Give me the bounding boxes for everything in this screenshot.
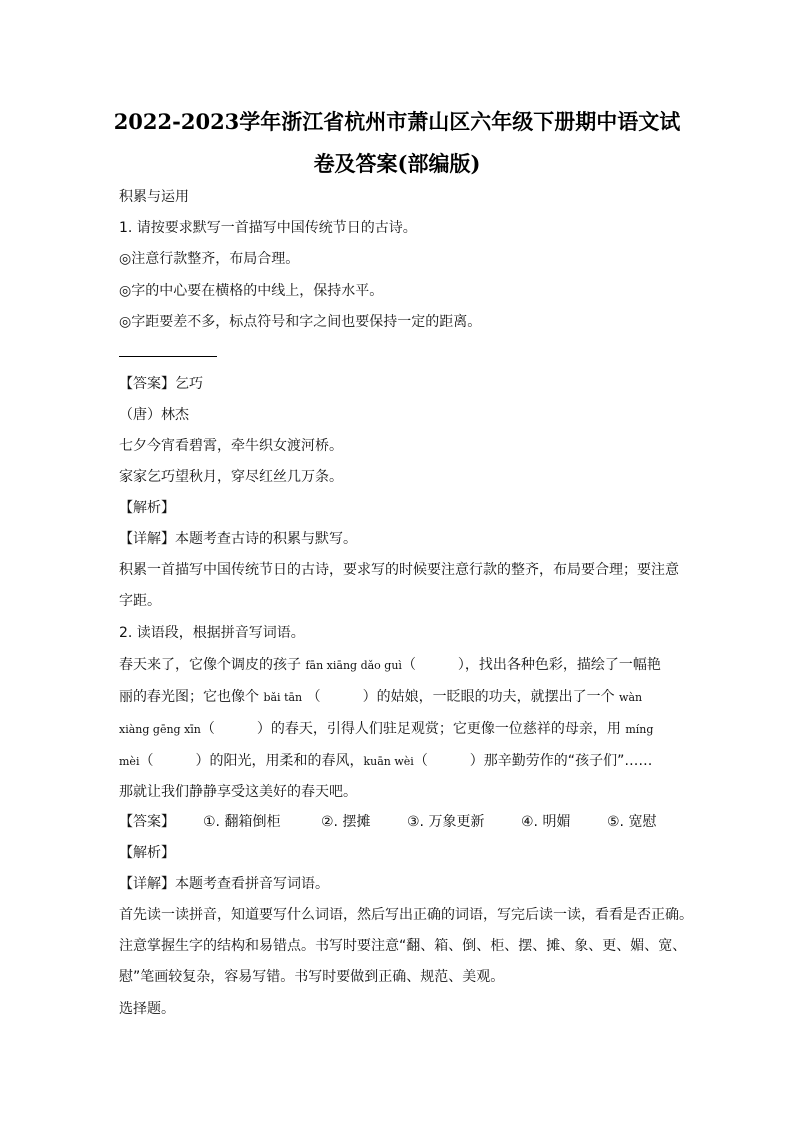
answer-item: ③. 万象更新 (407, 814, 485, 830)
answer-item: ⑤. 宽慰 (607, 814, 657, 830)
answer-item: ②. 摆摊 (321, 814, 371, 830)
pinyin-prompt: míng (625, 723, 654, 736)
answer-item: ①. 翻箱倒柜 (203, 814, 281, 830)
pinyin-prompt: kuān wèi (363, 755, 414, 768)
pinyin-prompt: mèi (119, 755, 140, 768)
question-1-requirement-2: ◎字的中心要在横格的中线上，保持水平。 (119, 283, 384, 299)
question-2-answer (119, 813, 656, 831)
passage-text: （ ）的姑娘，一眨眼的功夫，就摆出了一个 (306, 689, 615, 705)
passage-line-4 (119, 752, 652, 771)
question-2-explanation-2: 注意掌握生字的结构和易错点。书写时要注意“翻、箱、倒、柜、摆、摊、象、更、媚、宽、 (119, 938, 687, 954)
poem-line-1: 七夕今宵看碧霄，牵牛织女渡河桥。 (119, 438, 343, 454)
question-2-prompt: 2. 读语段，根据拼音写词语。 (119, 625, 305, 641)
pinyin-prompt: xiàng gēng xīn (119, 723, 201, 736)
passage-text: 春天来了，它像个调皮的孩子 (119, 657, 301, 673)
passage-text: （ ）的阳光，用柔和的春风， (139, 753, 364, 769)
passage-text: （ ），找出各种色彩，描绘了一幅艳 (401, 657, 661, 673)
question-1-requirement-3: ◎字距要差不多，标点符号和字之间也要保持一定的距离。 (119, 314, 482, 330)
question-1-answer: 【答案】乞巧 (119, 376, 203, 392)
question-1-explanation-1: 积累一首描写中国传统节日的古诗，要求写的时候要注意行款的整齐，布局要合理；要注意 (119, 562, 679, 578)
answer-label: 【答案】 (119, 814, 175, 830)
passage-line-2 (119, 688, 642, 707)
pinyin-prompt: bǎi tān (263, 691, 303, 704)
poem-author: （唐）林杰 (119, 407, 189, 423)
question-2-explanation-1: 首先读一读拼音，知道要写什么词语，然后写出正确的词语，写完后读一读，看看是否正确。 (119, 907, 693, 923)
passage-text: （ ）那辛勤劳作的“孩子们”…… (413, 753, 653, 769)
document-title-line2: 卷及答案(部编版) (313, 151, 481, 176)
passage-line-3 (119, 720, 653, 739)
pinyin-prompt: fān xiāng dǎo guì (305, 659, 402, 672)
question-2-analysis-label: 【解析】 (119, 845, 175, 861)
passage-text: （ ）的春天，引得人们驻足观赏；它更像一位慈祥的母亲，用 (200, 721, 621, 737)
question-2-explanation-3: 慰”笔画较复杂，容易写错。书写时要做到正确、规范、美观。 (119, 969, 505, 985)
passage-line-1 (119, 656, 661, 675)
question-1-requirement-1: ◎注意行款整齐，布局合理。 (119, 251, 300, 267)
answer-item: ④. 明媚 (521, 814, 571, 830)
poem-line-2: 家家乞巧望秋月，穿尽红丝几万条。 (119, 469, 343, 485)
passage-text: 丽的春光图；它也像个 (119, 689, 259, 705)
question-1-analysis-label: 【解析】 (119, 500, 175, 516)
question-1-prompt: 1. 请按要求默写一首描写中国传统节日的古诗。 (119, 220, 417, 236)
document-title-line1: 2022-2023学年浙江省杭州市萧山区六年级下册期中语文试 (113, 109, 681, 134)
section-heading-choice: 选择题。 (119, 1001, 175, 1017)
section-heading-accumulation: 积累与运用 (119, 189, 189, 205)
passage-line-5: 那就让我们静静享受这美好的春天吧。 (119, 784, 357, 800)
question-1-explanation-2: 字距。 (119, 593, 161, 609)
question-2-detail: 【详解】本题考查看拼音写词语。 (119, 876, 329, 892)
question-1-detail: 【详解】本题考查古诗的积累与默写。 (119, 531, 357, 547)
answer-blank-line (119, 356, 217, 357)
pinyin-prompt: wàn (619, 691, 643, 704)
